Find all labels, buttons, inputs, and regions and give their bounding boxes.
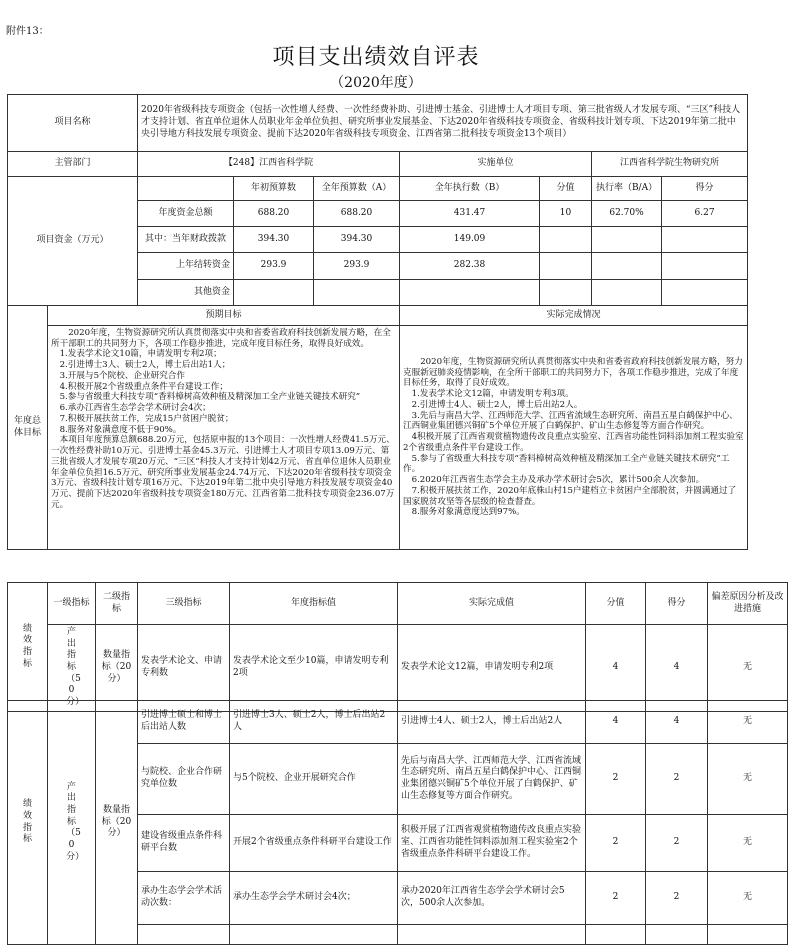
table-row: 产出指标（50分） 数量指标（20分） 发表学术论文、申请专利数 发表学术论文至少10篇，申请发明专利2项 发表学术论文12篇，申请发明专利2项 4 4 无 — [8, 625, 788, 712]
table-row: 绩效指标 产出指标（50分） 数量指标（20分） 引进博士硕士和博士后出站人数 引进博士3人、硕士2人，博士后出站2人 引进博士4人、硕士2人，博士后出站2人 4 4 无 — [8, 701, 788, 744]
funds-header-init: 年初预算数 — [234, 177, 314, 201]
funds-row: 其中：当年财政拨款 394.30 394.30 149.09 — [8, 227, 748, 253]
project-name-value: 2020年省级科技专项资金（包括一次性增人经费、一次性经费补助、引进博士基金、引进博士人才项目专项、第三批省级人才发展专项、“三区”科技人才支持计划、省直单位退休人员职业年金单位负担、研究所事业发展基金、下达2020年省级科技专项资金、省级科技计划专项、下达2019年第二批中央引导地方科技发展专项资金、提前下达2020年省级科技专项资金、江西省第二批科技专项资金13个项目） — [138, 95, 748, 152]
perf-header-score: 分值 — [586, 583, 646, 625]
page-title: 项目支出绩效自评表 — [272, 45, 480, 70]
funds-row: 其他资金 — [8, 280, 748, 306]
perf-header-note: 偏差原因分析及改进措施 — [708, 583, 788, 625]
funds-header-exec: 全年执行数（B） — [400, 177, 540, 201]
level2-cell-continued: 数量指标（20分） — [96, 701, 138, 945]
expected-goal-header: 预期目标 — [48, 306, 400, 326]
dept-label: 主管部门 — [8, 152, 138, 177]
project-name-label: 项目名称 — [8, 95, 138, 152]
perf-header-got: 得分 — [646, 583, 708, 625]
level1-cell-continued: 产出指标（50分） — [48, 701, 96, 945]
funds-header-blank — [138, 177, 234, 201]
page-subtitle-year: （2020年度） — [330, 75, 422, 91]
funds-header-rate: 执行率（B/A） — [592, 177, 662, 201]
level2-cell: 数量指标（20分） — [96, 625, 138, 712]
perf-header-l1: 一级指标 — [48, 583, 96, 625]
perf-indicator-table — [7, 582, 788, 712]
funds-header-score: 分值 — [540, 177, 592, 201]
expected-goal-text: 2020年度，生物资源研究所认真贯彻落实中央和省委省政府科技创新发展方略，在全所干部职工的共同努力下，各项工作稳步推进，完成年度目标任务，取得良好成效。 1.发表学术论文10篇，申请发明专利2项； 2.引进博士3人、硕士2人，博士后出站1人； 3.开展与5个院校、企业研究合作 4.积极开展2个省级重点条件平台建设工作； 5.参与省级重大科技专项“香料樟树高效种植及精深加工全产业链关键技术研究” 6.承办江西省生态学会学术研讨会4次； 7.积极开展扶贫工作，完成15户贫困户脱贫； 8.服务对象满意度不低于90%。 本项目年度预算总额688.20万元，包括原申报的13个项目：一次性增人经费41.5万元、一次性经费补助10万元、引进博士基金45.3万元、引进博士人才项目专项13.09万元、第三批省级人才发展专项20万元、“三区”科技人才支持计划42万元、省直单位退休人员职业年金单位负担16.5万元、研究所事业发展基金24.74万元、下达2020年省级科技专项资金3万元、省级科技计划专项16万元、下达2019年第二批中央引导地方科技发展专项资金40万元、提前下达2020年省级科技专项资金180万元、江西省第二批科技专项资金236.07万元。 — [48, 326, 400, 550]
annex-label: 附件13： — [6, 26, 49, 37]
perf-header-l3: 三级指标 — [138, 583, 230, 625]
table-row: 建设省级重点条件科研平台数 开展2个省级重点条件科研平台建设工作 积极开展了江西省观赏植物遗传改良重点实验室、江西省功能性饲料添加剂工程实验室2个省级重点条件科研平台建设工作。 2 2 无 — [8, 815, 788, 872]
table-row: 承办生态学会学术活动次数： 承办生态学会学术研讨会4次； 承办2020年江西省生态学会学术研讨会5次，500余人次参加。 2 2 无 — [8, 872, 788, 925]
goals-label: 年度总体目标 — [8, 306, 48, 550]
actual-completion-header: 实际完成情况 — [400, 306, 748, 326]
perf-header-target: 年度指标值 — [230, 583, 398, 625]
perf-indicator-table-continued — [7, 700, 788, 945]
dept-value: 【248】江西省科学院 — [138, 152, 400, 177]
funds-header-annual: 全年预算数（A） — [314, 177, 400, 201]
perf-label: 绩效指标 — [8, 583, 48, 712]
funds-row: 上年结转资金 293.9 293.9 282.38 — [8, 253, 748, 280]
self-eval-table — [7, 94, 748, 550]
table-row: 与院校、企业合作研究单位数 与5个院校、企业开展研究合作 先后与南昌大学、江西师范大学、江西省流域生态研究所、南昌五星白鹤保护中心、江西铜业集团德兴铜矿5个单位开展了白鹤保护、矿山生态修复等方面合作研究。 2 2 无 — [8, 744, 788, 815]
funds-row: 年度资金总额 688.20 688.20 431.47 10 62.70% 6.27 — [8, 201, 748, 227]
funds-header-got: 得分 — [662, 177, 748, 201]
impl-value: 江西省科学院生物研究所 — [592, 152, 748, 177]
impl-label: 实施单位 — [400, 152, 592, 177]
funds-label: 项目资金（万元） — [8, 177, 138, 306]
perf-label-continued: 绩效指标 — [8, 701, 48, 945]
actual-completion-text: 2020年度，生物资源研究所认真贯彻落实中央和省委省政府科技创新发展方略，努力克服新冠肺炎疫情影响，在全所干部职工的共同努力下，各项工作稳步推进，完成了年度目标任务，取得了良好成效。 1.发表学术论文12篇，申请发明专利3项。 2.引进博士4人、硕士2人，博士后出站2人。 3.先后与南昌大学、江西师范大学、江西省流域生态研究所、南昌五星白鹤保护中心、江西铜业集团德兴铜矿5个单位开展了白鹤保护、矿山生态修复等方面合作研究。 4积极开展了江西省观赏植物遗传改良重点实验室、江西省功能性饲料添加剂工程实验室2个省级重点条件平台建设工作。 5.参与了省级重大科技专项“香料樟树高效种植及精深加工全产业链关键技术研究”工作。 6.2020年江西省生态学会主办及承办学术研讨会5次，累计500余人次参加。 7.积极开展扶贫工作，2020年底株山村15户建档立卡贫困户全部脱贫，并圆满通过了国家脱贫攻坚等各层级的检查督查。 8.服务对象满意度达到97%。 — [400, 326, 748, 550]
level1-cell: 产出指标（50分） — [48, 625, 96, 712]
perf-header-l2: 二级指标 — [96, 583, 138, 625]
perf-header-actual: 实际完成值 — [398, 583, 586, 625]
